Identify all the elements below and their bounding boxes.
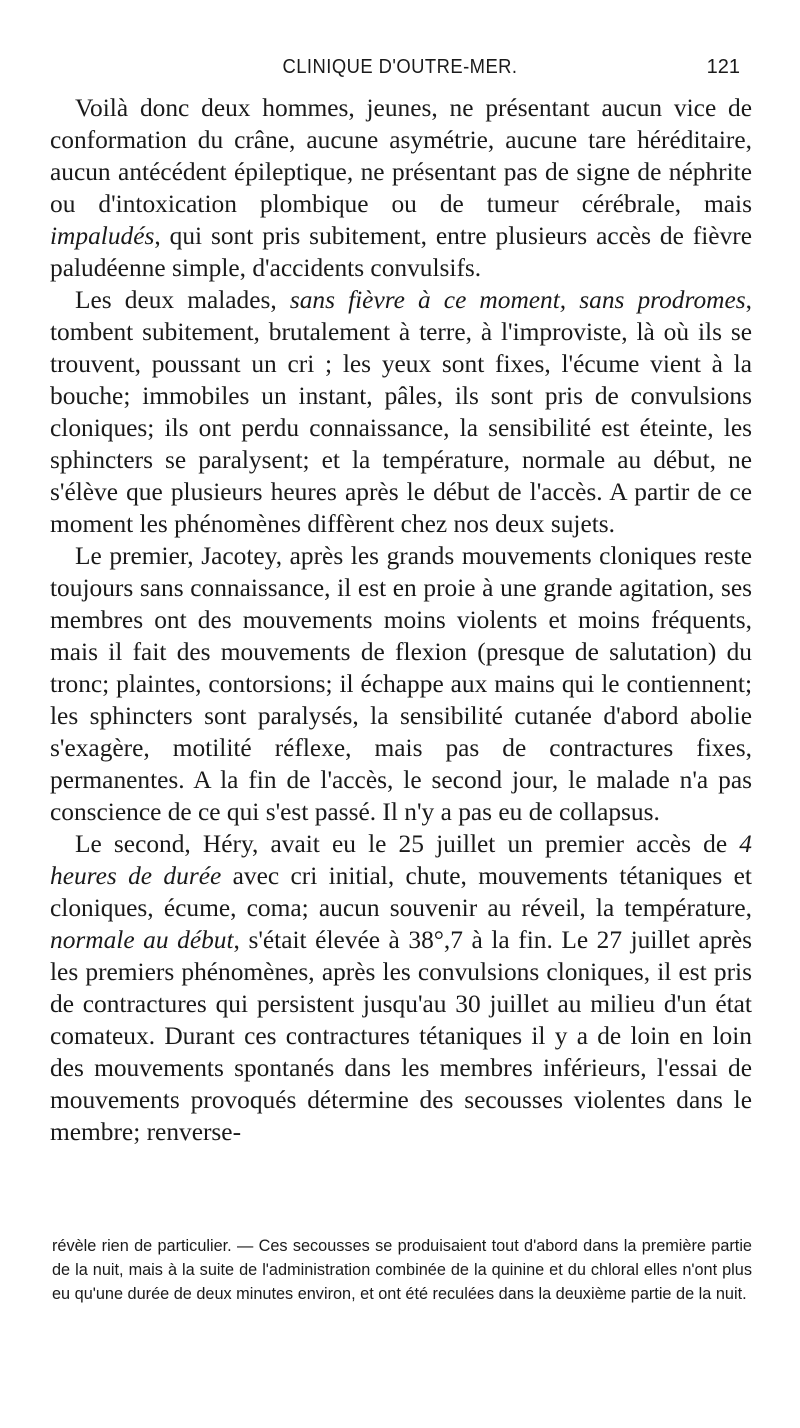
text-segment: avec cri initial, chute, mouvements tétaniques et cloniques, écume, coma; aucun souvenir au réveil, la température, xyxy=(50,862,752,922)
paragraph xyxy=(50,540,752,828)
text-segment: Voilà donc deux hommes, jeunes, ne présentant aucun vice de conformation du crâne, aucune asymétrie, aucune tare héréditaire, aucun antécédent épileptique, ne présentant pas de signe de néphrite ou d'intoxication plombique ou de tumeur cérébrale, mais xyxy=(50,94,752,218)
text-segment: , s'était élevée à 38°,7 à la fin. Le 27 juillet après les premiers phénomènes, après les convulsions cloniques, il est pris de contractures qui persistent jusqu'au 30 juillet au milieu d'un état comateux. Durant ces contractures tétaniques il y a de loin en loin des mouvements spontanés dans les membres inférieurs, l'essai de mouvements provoqués détermine des secousses violentes dans le membre; renverse- xyxy=(50,926,752,1146)
text-segment: , tombent subitement, brutalement à terre, à l'improviste, là où ils se trouvent, poussant un cri ; les yeux sont fixes, l'écume vient à la bouche; immobiles un instant, pâles, ils sont pris de convulsions cloniques; ils ont perdu connaissance, la sensibilité est éteinte, les sphincters se paralysent; et la température, normale au début, ne s'élève que plusieurs heures après le début de l'accès. A partir de ce moment les phénomènes diffèrent chez nos deux sujets. xyxy=(50,286,752,538)
running-head: CLINIQUE D'OUTRE-MER. xyxy=(282,56,518,78)
text-segment: , qui sont pris subitement, entre plusieurs accès de fièvre paludéenne simple, d'accidents convulsifs. xyxy=(50,222,752,282)
text-segment: Le second, Héry, avait eu le 25 juillet un premier accès de xyxy=(75,830,740,858)
paragraph xyxy=(50,828,752,1148)
paragraph xyxy=(50,92,752,284)
italic-segment: normale au début xyxy=(50,926,234,954)
text-segment: Le premier, Jacotey, après les grands mouvements cloniques reste toujours sans connaissance, il est en proie à une grande agitation, ses membres ont des mouvements moins violents et moins fréquents, mais il fait des mouvements de flexion (presque de salutation) du tronc; plaintes, contorsions; il échappe aux mains qui le contiennent; les sphincters sont paralysés, la sensibilité cutanée d'abord abolie s'exagère, motilité réflexe, mais pas de contractures fixes, permanentes. A la fin de l'accès, le second jour, le malade n'a pas conscience de ce qui s'est passé. Il n'y a pas eu de collapsus. xyxy=(50,542,752,826)
footnote xyxy=(52,1234,752,1306)
paragraph xyxy=(50,284,752,540)
italic-segment: 4 heures de durée xyxy=(50,830,752,890)
italic-segment: impaludés xyxy=(50,222,155,250)
page-number: 121 xyxy=(706,56,740,78)
italic-segment: sans fièvre à ce moment, sans prodromes xyxy=(289,286,746,314)
text-segment: Les deux malades, xyxy=(75,286,290,314)
body-text xyxy=(50,92,752,1148)
footnote-text: révèle rien de particulier. — Ces secousses se produisaient tout d'abord dans la première partie de la nuit, mais à la suite de l'administration combinée de la quinine et du chloral elles n'ont plus eu qu'une durée de deux minutes environ, et ont été reculées dans la deuxième partie de la nuit. xyxy=(52,1237,752,1303)
page-header xyxy=(60,56,740,86)
